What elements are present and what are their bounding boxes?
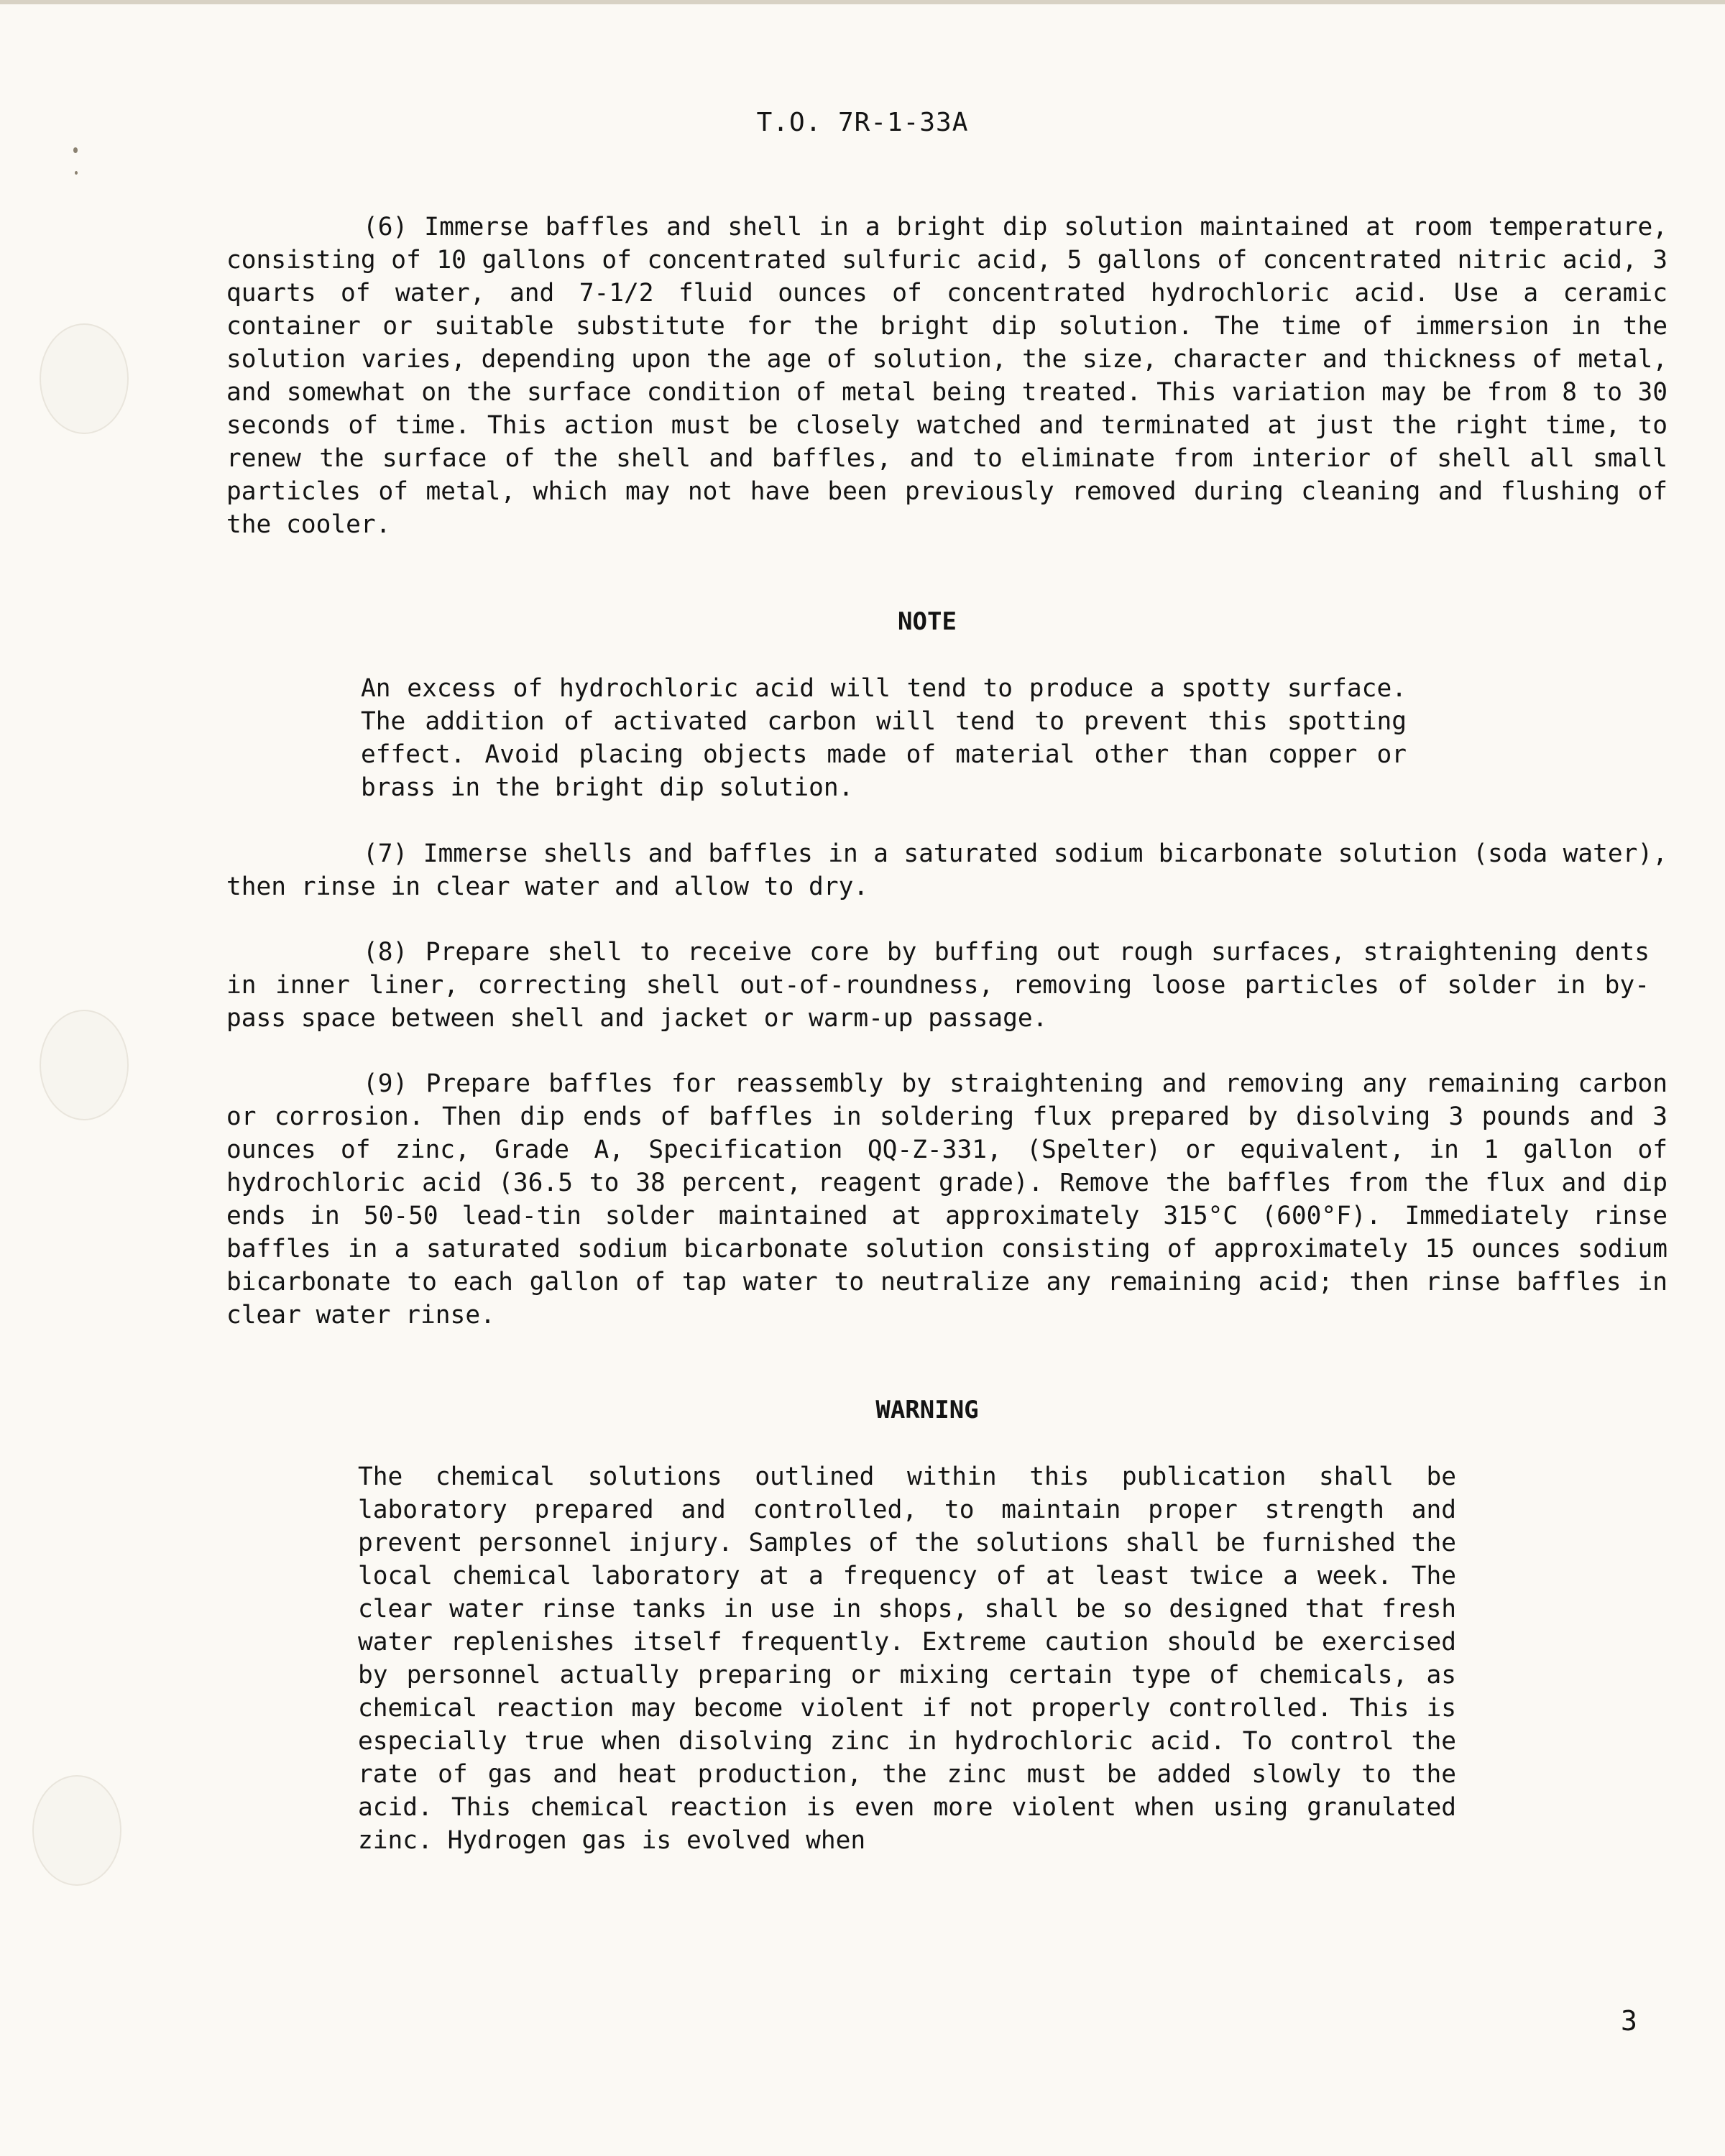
step-text: Prepare shell to receive core by buffing out rough surfaces, straightening dents in inner liner, correcting shell out-of-roundness, removing loose particles of solder in by-pass space between shell and jacket or warm-up passage. (226, 938, 1650, 1033)
step-number: (6) (363, 213, 408, 241)
document-number: T.O. 7R-1-33A (756, 108, 969, 137)
step-number: (8) (363, 938, 408, 967)
warning-heading: WARNING (875, 1396, 979, 1424)
page-number: 3 (1621, 2005, 1637, 2037)
warning-text: The chemical solutions outlined within this publication shall be laboratory prepared and controlled, to maintain proper strength and prevent personnel injury. Samples of the solutions shall be furnished the local chemical laboratory at a frequency of at least twice a week. The clear water rinse tanks in use in shops, shall be so designed that fresh water replenishes itself frequently. Extreme caution should be exercised by personnel actually preparing or mixing certain type of chemicals, as chemical reaction may become violent if not properly controlled. This is especially true when disolving zinc in hydrochloric acid. To control the rate of gas and heat production, the zinc must be added slowly to the acid. This chemical reaction is even more violent when using granulated zinc. Hydrogen gas is evolved when (358, 1462, 1456, 1855)
page-top-edge (0, 0, 1725, 4)
step-9-paragraph (226, 1067, 1668, 1332)
step-text: Prepare baffles for reassembly by straightening and removing any remaining carbon or corrosion. Then dip ends of baffles in soldering flux prepared by disolving 3 pounds and 3 ounces of zinc, Grade A, Specification QQ-Z-331, (Spelter) or equivalent, in 1 gallon of hydrochloric acid (36.5 to 38 percent, reagent grade). Remove the baffles from the flux and dip ends in 50-50 lead-tin solder maintained at approximately 315°C (600°F). Immediately rinse baffles in a saturated sodium bicarbonate solution consisting of approximately 15 ounces sodium bicarbonate to each gallon of tap water to neutralize any remaining acid; then rinse baffles in clear water rinse. (226, 1069, 1668, 1330)
note-heading: NOTE (898, 607, 957, 636)
punch-hole-middle (40, 1010, 129, 1120)
paper-speck (73, 147, 78, 153)
step-number: (7) (363, 839, 408, 868)
punch-hole-bottom (32, 1775, 121, 1886)
paper-speck (75, 171, 78, 175)
step-8-paragraph (226, 936, 1650, 1035)
punch-hole-top (40, 323, 129, 434)
step-number: (9) (363, 1069, 408, 1098)
step-6-paragraph (226, 211, 1668, 541)
step-7-paragraph (226, 837, 1668, 903)
step-text: Immerse shells and baffles in a saturated sodium bicarbonate solution (soda water), then rinse in clear water and allow to dry. (226, 839, 1668, 901)
note-text: An excess of hydrochloric acid will tend to produce a spotty surface. The addition of activated carbon will tend to prevent this spotting effect. Avoid placing objects made of material other than copper or brass in the bright dip solution. (361, 674, 1407, 802)
step-text: Immerse baffles and shell in a bright dip solution maintained at room temperature, consisting of 10 gallons of concentrated sulfuric acid, 5 gallons of concentrated nitric acid, 3 quarts of water, and 7-1/2 fluid ounces of concentrated hydrochloric acid. Use a ceramic container or suitable substitute for the bright dip solution. The time of immersion in the solution varies, depending upon the age of solution, the size, character and thickness of metal, and somewhat on the surface condition of metal being treated. This variation may be from 8 to 30 seconds of time. This action must be closely watched and terminated at just the right time, to renew the surface of the shell and baffles, and to eliminate from interior of shell all small particles of metal, which may not have been previously removed during cleaning and flushing of the cooler. (226, 213, 1668, 539)
